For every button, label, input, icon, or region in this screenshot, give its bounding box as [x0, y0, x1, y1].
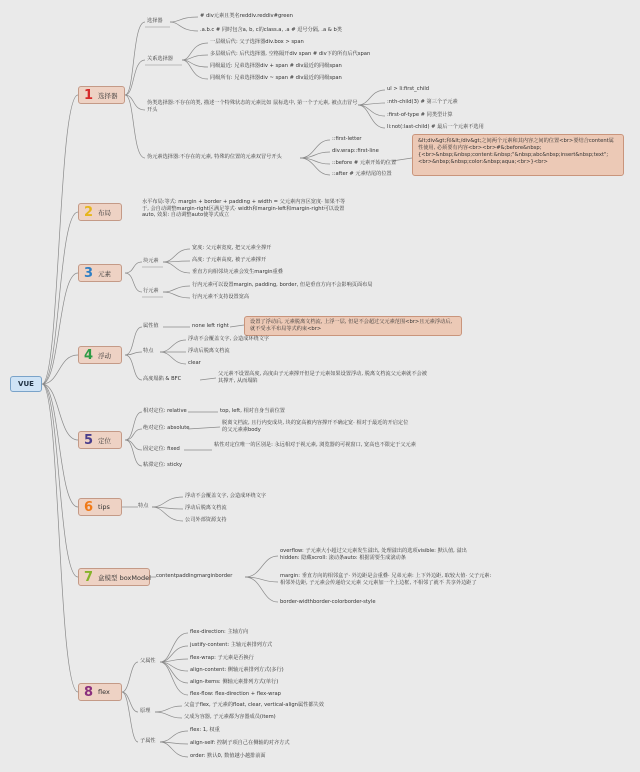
- leaf-before: ::before # 元素开始的位置: [332, 160, 397, 166]
- leaf-flex-direction: flex-direction: 主轴方向: [190, 629, 249, 635]
- section-label: 元素: [98, 269, 112, 278]
- section-selectors[interactable]: [78, 86, 125, 104]
- node-float-features[interactable]: 特点: [143, 348, 154, 354]
- leaf-float-clear: clear: [188, 360, 201, 366]
- leaf-align-items: align-items: 侧轴元素排列方式(单行): [190, 679, 279, 685]
- leaf-float-values: none left right: [192, 323, 229, 329]
- section-number: 4: [84, 347, 94, 363]
- node-selector[interactable]: 选择器: [147, 18, 163, 24]
- node-relation-selector[interactable]: 关系选择器: [147, 56, 173, 62]
- section-number: 7: [84, 569, 94, 585]
- leaf-relative: top, left, 相对自身当前位置: [220, 408, 285, 414]
- node-inline-element[interactable]: 行元素: [143, 288, 159, 294]
- leaf-id-class-selector: # div元素且类名reddiv.reddiv#green: [200, 13, 293, 19]
- leaf-flex-invalidates: 父盒子flex, 子元素的float, clear, vertical-align属性都失效: [184, 702, 324, 708]
- section-number: 1: [84, 87, 94, 103]
- node-float-values[interactable]: 属性值: [143, 323, 159, 329]
- leaf-adjacent-sibling: 同级最近: 兄弟选择器div + span # div最近的同级span: [210, 63, 342, 69]
- section-label: 定位: [98, 436, 112, 445]
- node-parent-props[interactable]: 父属性: [140, 658, 156, 664]
- leaf-tips-resources: 公司外部资源支持: [185, 517, 227, 523]
- leaf-flex-flow: flex-flow: flex-direction + flex-wrap: [190, 691, 281, 697]
- section-label: flex: [98, 688, 110, 696]
- section-label: 盒模型 boxModel: [98, 573, 151, 582]
- leaf-inline-margin: 行内元素可以设置margin, padding, border, 但是垂直方向不会影响页面布局: [192, 282, 373, 288]
- leaf-inline-size: 行内元素不支持设置宽高: [192, 294, 250, 300]
- section-number: 5: [84, 432, 94, 448]
- leaf-float-out-of-flow: 浮动后脱离文档流: [188, 348, 230, 354]
- leaf-first-child: ul > li:first_child: [387, 86, 430, 92]
- section-number: 3: [84, 265, 94, 281]
- section-label: 选择器: [98, 91, 118, 100]
- section-label: 浮动: [98, 351, 112, 360]
- node-sticky[interactable]: 粘滞定位: sticky: [143, 462, 183, 468]
- section-flex[interactable]: [78, 683, 122, 701]
- leaf-fixed: 粘性对定位唯一的区别是: 永远相对于视元素, 浏览器的可视窗口, 宽高也不限定于父元素: [214, 442, 416, 448]
- leaf-align-content: align-content: 侧轴元素排列方式(多行): [190, 667, 284, 673]
- node-block-element[interactable]: 块元素: [143, 258, 159, 264]
- leaf-nth-child: :nth-child(3) # 第三个子元素: [387, 99, 458, 105]
- leaf-horizontal-layout: 水平布局:等式: margin + border + padding + width = 父元素内容区宽度· 如果不等于, 会自动调整margin-right区满足等式· width和margin-left和margin-right可以设置auto, 效果: 自动调整auto使等式成立: [142, 199, 346, 219]
- note-before-after: &lt;div&gt;和&lt;/div&gt;之间两个元素和其内容之间的位置<br>要结合content属性使用, 必须要有内容<br><br>#&;before&nbsp;{<br>&nbsp;&nbsp;content:&nbsp;"&nbsp;abc&nbsp;insert&nbsp;text";<br>&nbsp;&nbsp;color:&nbsp;aqua;<br>}<br>: [412, 134, 624, 176]
- leaf-tips-wrap: 浮动不会覆盖文字, 会造成环绕文字: [185, 493, 267, 499]
- leaf-block-width: 宽度: 父元素宽度, 把父元素全撑开: [192, 245, 272, 251]
- section-number: 8: [84, 684, 94, 700]
- node-relative[interactable]: 相对定位: relative: [143, 408, 187, 414]
- node-absolute[interactable]: 绝对定位: absolute: [143, 425, 190, 431]
- leaf-order: order: 默认0, 数值越小越排前面: [190, 753, 266, 759]
- leaf-first-letter: ::first-letter: [332, 136, 362, 142]
- leaf-child-selector: 一层级后代: 父子选择器div.box > span: [210, 39, 304, 45]
- leaf-border-props: border-widthborder-colorborder-style: [280, 599, 376, 605]
- section-tips[interactable]: [78, 498, 122, 516]
- leaf-justify-content: justify-content: 主轴元素排列方式: [190, 642, 273, 648]
- section-box-model[interactable]: [78, 568, 150, 586]
- leaf-height-collapse: 父元素不设置高度, 高度由子元素撑开但是子元素如果设置浮动, 脱离文档流父元素就不会被其撑开, 从而塌陷: [218, 371, 427, 384]
- leaf-flex-weight: flex: 1, 权重: [190, 727, 220, 733]
- section-label: 布局: [98, 208, 112, 217]
- node-fixed[interactable]: 固定定位: fixed: [143, 446, 180, 452]
- root-node-vue[interactable]: VUE: [10, 376, 42, 392]
- node-child-props[interactable]: 子属性: [140, 738, 156, 744]
- leaf-absolute: 脱离文档流, 且行内变成块, 块的宽高被内容撑开不确定宽· 相对于最近的开启定位的父元素素body: [222, 420, 409, 433]
- leaf-block-height: 高度: 子元素高度, 被子元素撑开: [192, 257, 267, 263]
- node-height-collapse-bfc[interactable]: 高度塌陷 & BFC: [143, 376, 182, 382]
- leaf-first-line: div.wrap::first-line: [332, 148, 379, 154]
- leaf-float-wrap-text: 浮动不会覆盖文字, 会造成环绕文字: [188, 336, 270, 342]
- leaf-tips-flow: 浮动后脱离文档流: [185, 505, 227, 511]
- leaf-general-sibling: 同级所有: 兄弟选择器div ~ span # div最近的同级span: [210, 75, 342, 81]
- node-tips-features[interactable]: 特点: [138, 503, 149, 509]
- section-label: tips: [98, 503, 110, 511]
- leaf-descendant-selector: 多层级后代: 后代选择器, 空格隔开div span # div下的所有后代span: [210, 51, 371, 57]
- node-pseudo-element[interactable]: 伪元素选择器:不存在的元素, 特殊的位置的元素双冒号开头: [147, 154, 282, 160]
- leaf-after: ::after # 元素结尾的位置: [332, 171, 392, 177]
- section-float[interactable]: [78, 346, 122, 364]
- section-layout[interactable]: [78, 203, 122, 221]
- section-elements[interactable]: [78, 264, 122, 282]
- leaf-flex-wrap: flex-wrap: 子元素是否换行: [190, 655, 254, 661]
- note-float-behavior: 设置了浮动后, 元素脱离文档流, 上浮一层, 但是不会超过父元素范围<br>且元素浮动后, 就不受水平布局等式约束<br>: [244, 316, 462, 336]
- leaf-multi-class-selector: .a.b.c # 同时包含a, b, c的class.a, .a # 逗号分隔, .a & b类: [200, 27, 342, 33]
- leaf-not-last-child: li:not(:last-child) # 最后一个元素不选用: [387, 124, 484, 130]
- leaf-first-of-type: :first-of-type # 同类型计算: [387, 112, 453, 118]
- section-number: 6: [84, 499, 94, 515]
- leaf-overflow: overflow: 子元素大小超过父元素发生溢出, 处理溢出的选项visible: 默认值, 溢出hidden: 隐藏scroll: 滚动条auto: 根据需要生成滚动条: [280, 548, 467, 561]
- leaf-margin-collapse: 垂直方向相邻块元素会发生margin重叠: [192, 269, 283, 275]
- leaf-align-self: align-self: 控制子项自己在侧轴的对齐方式: [190, 740, 290, 746]
- node-box-parts[interactable]: contentpaddingmarginborder: [156, 573, 233, 579]
- leaf-margin-overlap: margin: 垂直方向的相邻盒子· 外边距是会重叠· 兄弟元素: 上下外边距, 取较大值· 父子元素: 相邻外边距, 子元素会传递给父元素 父元素加一个上边框, 不相邻了就不 共享外边距了: [280, 573, 492, 586]
- leaf-flex-container: 父成为容器, 子元素都为容器成员(item): [184, 714, 276, 720]
- node-pseudo-class[interactable]: 伪类选择器:不存在的类, 描述一个特殊状态的元素比如 鼠标选中, 第一个子元素, 被点击冒号开头: [147, 100, 358, 113]
- section-position[interactable]: [78, 431, 122, 449]
- node-principle[interactable]: 原理: [140, 708, 151, 714]
- section-number: 2: [84, 204, 94, 220]
